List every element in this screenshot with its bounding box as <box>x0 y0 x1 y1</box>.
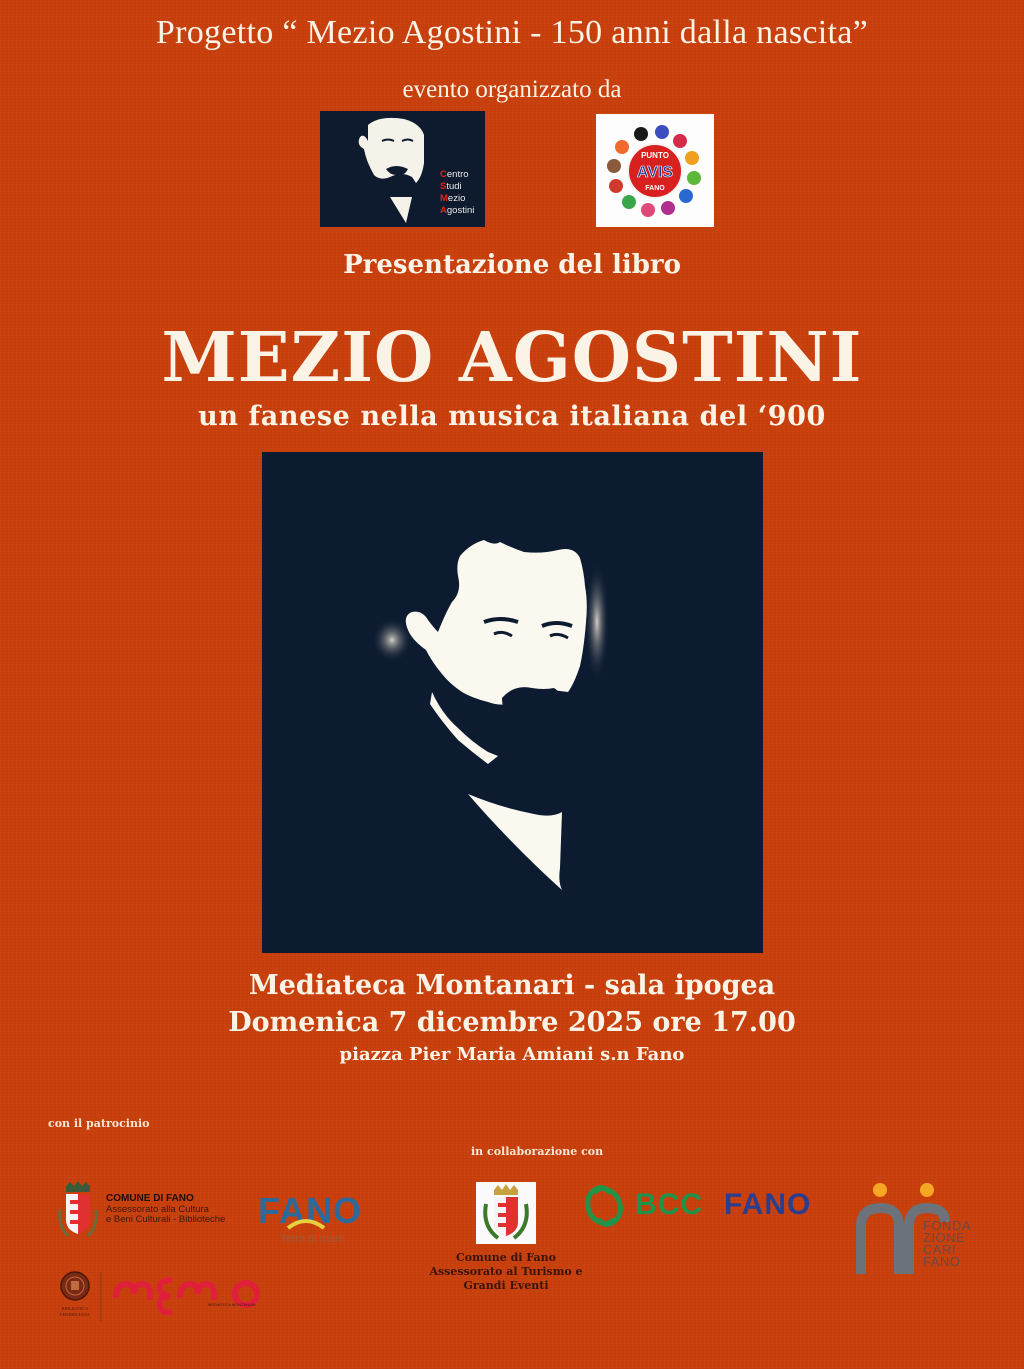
fondazione-carifano-logo <box>853 1182 978 1276</box>
organized-by-label: evento organizzato da <box>402 76 622 103</box>
portrait-image-icon <box>262 452 763 953</box>
svg-text:FEDERICIANA: FEDERICIANA <box>60 1312 90 1317</box>
comune-di-fano-cultura-logo <box>56 1180 231 1242</box>
csma-initial: M <box>440 193 448 204</box>
presentation-label: Presentazione del libro <box>343 250 681 280</box>
csma-text: gostini <box>446 205 475 216</box>
fondazione-line2: ZIONE <box>923 1230 966 1245</box>
fondazione-line4: FANO <box>923 1254 961 1269</box>
book-title: MEZIO AGOSTINI <box>161 318 863 398</box>
csma-text: entro <box>446 169 469 180</box>
bcc-word: BCC <box>635 1188 703 1221</box>
collaboration-label: in collaborazione con <box>471 1145 604 1158</box>
event-venue: Mediateca Montanari - sala ipogea <box>248 970 776 1001</box>
comune-line1: Assessorato alla Cultura <box>106 1203 209 1215</box>
memo-wordmark-icon <box>110 1270 270 1316</box>
bcc-symbol-icon <box>580 1183 628 1229</box>
memo-mediateca-montanari-logo <box>110 1270 270 1316</box>
csma-text: tudi <box>446 181 462 192</box>
csma-text: ezio <box>447 193 466 204</box>
project-title: Progetto “ Mezio Agostini - 150 anni dalla nascita” <box>155 14 869 51</box>
bcc-fano-logo <box>580 1183 705 1229</box>
event-address: piazza Pier Maria Amiani s.n Fano <box>339 1044 685 1065</box>
comune-line2: e Beni Culturali - Biblioteche <box>106 1214 226 1225</box>
fano-word: FANO <box>258 1190 363 1231</box>
svg-text:MEDIATECA MONTANARI: MEDIATECA MONTANARI <box>208 1302 256 1307</box>
comune-turismo-line2: Assessorato al Turismo e <box>429 1265 583 1278</box>
seal-icon <box>55 1270 103 1324</box>
csma-initial: A <box>440 205 447 216</box>
fano-crest-icon <box>476 1182 536 1244</box>
event-date: Domenica 7 dicembre 2025 ore 17.00 <box>228 1007 796 1038</box>
fano-crest-icon <box>56 1180 100 1242</box>
avis-bottom-text: FANO <box>645 185 665 192</box>
comune-turismo-caption <box>420 1251 592 1293</box>
comune-turismo-line3: Grandi Eventi <box>463 1279 549 1292</box>
hands-circle-icon <box>596 114 714 227</box>
csma-initial: C <box>440 169 447 180</box>
comune-di-fano-turismo-crest <box>476 1182 536 1244</box>
centro-studi-mezio-agostini-logo <box>320 111 485 227</box>
bcc-fano-city: FANO <box>724 1188 812 1221</box>
avis-center-text: AVIS <box>636 164 674 181</box>
svg-text:BIBLIOTECA: BIBLIOTECA <box>61 1306 89 1311</box>
patronage-label: con il patrocinio <box>48 1117 150 1130</box>
punto-avis-fano-logo <box>596 114 714 227</box>
mezio-agostini-portrait <box>262 452 763 953</box>
biblioteca-federiciana-logo <box>55 1270 103 1324</box>
fano-tagline: Terra di mare <box>280 1233 345 1245</box>
comune-title: COMUNE DI FANO <box>106 1193 194 1204</box>
comune-turismo-line1: Comune di Fano <box>456 1251 556 1264</box>
avis-top-text: PUNTO <box>641 151 669 160</box>
fano-terra-di-mare-logo <box>258 1190 382 1250</box>
fondazione-line3: CARI <box>923 1242 957 1257</box>
book-subtitle: un fanese nella musica italiana del ‘900 <box>198 401 826 432</box>
fondazione-line1: FONDA <box>923 1218 971 1233</box>
csma-initial: S <box>440 181 447 192</box>
wave-icon <box>286 1216 326 1230</box>
